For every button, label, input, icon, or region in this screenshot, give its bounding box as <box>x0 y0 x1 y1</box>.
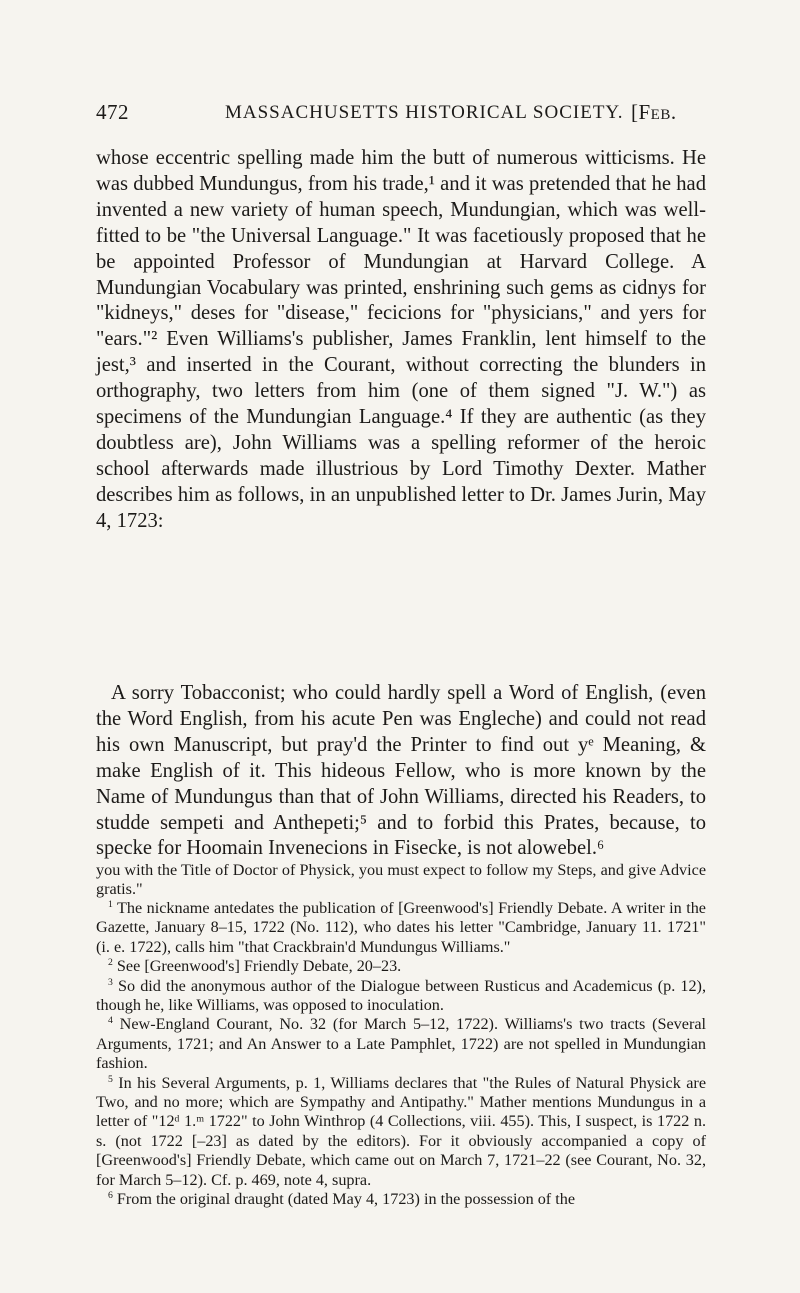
quote-tail-text: you with the Title of Doctor of Physick, you must expect to follow my Steps, and give Advice gratis." <box>96 861 706 899</box>
quote-continuation <box>96 861 706 899</box>
quote-text: A sorry Tobacconist; who could hardly spell a Word of English, (even the Word English, from his acute Pen was Engleche) and could not read his own Manuscript, but pray'd the Printer to find out yᵉ Meaning, & make English of it. This hideous Fellow, who is more known by the Name of Mundungus than that of John Williams, directed his Readers, to studde sempeti and Anthepeti;⁵ and to forbid this Prates, because, to specke for Hoomain Invenecions in Fisecke, is not alowebel.⁶ <box>96 682 706 860</box>
running-month: [Feb. <box>631 100 677 124</box>
running-head <box>0 96 800 132</box>
footnote-3: $^3$ So did the anonymous author of the Dialogue between Rusticus and Academicus (p. 12), though he, like Williams, was opposed to inoculation. <box>96 976 706 1015</box>
footnote-4: $^4$ New-England Courant, No. 32 (for March 5–12, 1722). Williams's two tracts (Several Arguments, 1721; and An Answer to a Late Pamphlet, 1722) are not spelled in Mundungian fashion. <box>96 1015 707 1073</box>
main-text <box>96 146 706 535</box>
page-number: 472 <box>96 100 129 124</box>
footnote-6: $^6$ From the original draught (dated May 4, 1723) in the possession of the <box>108 1190 576 1209</box>
block-quote <box>96 681 706 862</box>
footnote-2: $^2$ See [Greenwood's] Friendly Debate, 20–23. <box>108 957 402 976</box>
running-title: MASSACHUSETTS HISTORICAL SOCIETY. <box>225 102 624 123</box>
footnote-5: $^5$ In his Several Arguments, p. 1, Williams declares that "the Rules of Natural Physick are Two, and no more; which are Sympathy and Antipathy." Mather mentions Mundungus in a letter of "12ᵈ 1.ᵐ 1722" to John Winthrop (4 Collections, viii. 455). This, I suspect, is 1722 n. s. (not 1722 [–23] as dated by the editors). For it obviously accompanied a copy of [Greenwood's] Friendly Debate, which came out on March 7, 1721–22 (see Courant, No. 32, for March 5–12). Cf. p. 469, note 4, supra. <box>96 1073 707 1189</box>
paragraph-1: whose eccentric spelling made him the butt of numerous witticisms. He was dubbed Mundungus, from his trade,¹ and it was pretended that he had invented a new variety of human speech, Mundungian, which was well-fitted to be "the Universal Language." It was facetiously proposed that he be appointed Professor of Mundungian at Harvard College. A Mundungian Vocabulary was printed, enshrining such gems as cidnys for "kidneys," deses for "disease," fecicions for "physicians," and yers for "ears."² Even Williams's publisher, James Franklin, lent himself to the jest,³ and inserted in the Courant, without correcting the blunders in orthography, two letters from him (one of them signed "J. W.") as specimens of the Mundungian Language.⁴ If they are authentic (as they doubtless are), John Williams was a spelling reformer of the heroic school afterwards made illustrious by Lord Timothy Dexter. Mather describes him as follows, in an unpublished letter to Dr. James Jurin, May 4, 1723: <box>96 147 706 532</box>
footnote-1: $^1$ The nickname antedates the publication of [Greenwood's] Friendly Debate. A writer in the Gazette, January 8–15, 1722 (No. 112), who dates his letter "Cambridge, January 11. 1721" (i. e. 1722), calls him "that Crackbrain'd Mundungus Williams." <box>96 899 706 956</box>
footnotes <box>96 899 706 1210</box>
